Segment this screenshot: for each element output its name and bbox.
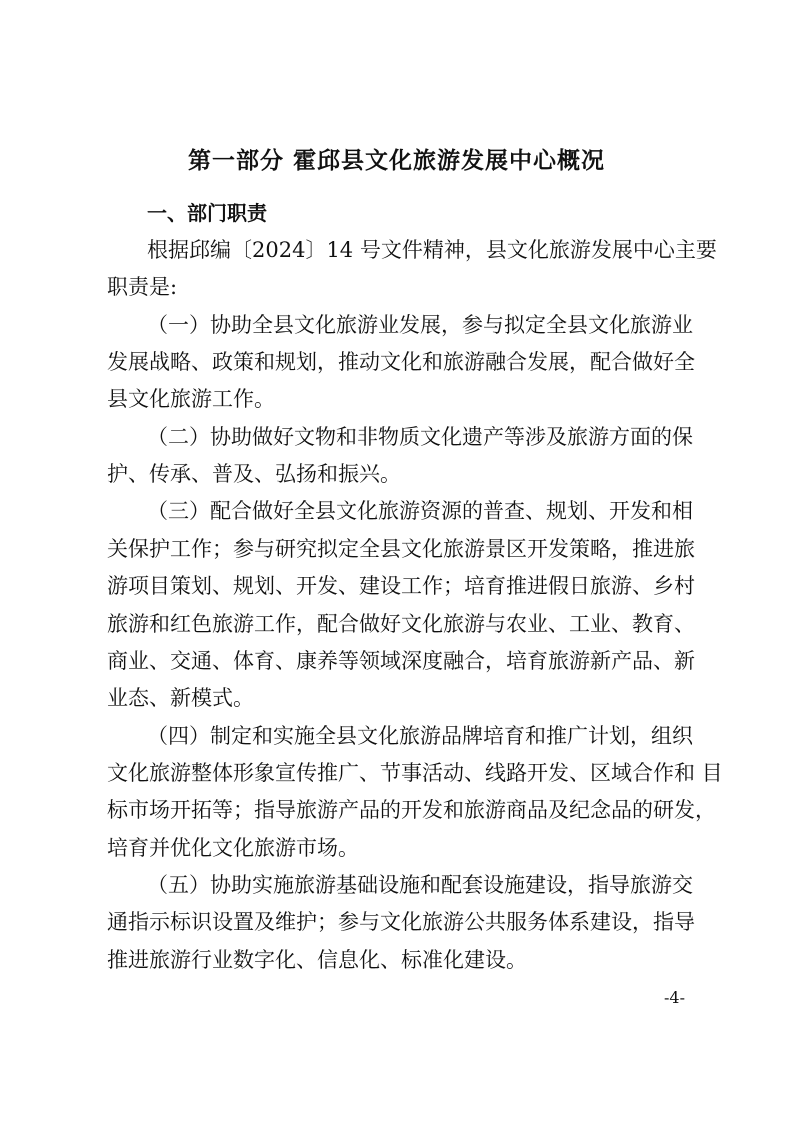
paragraph-line: 商业、交通、体育、康养等领域深度融合，培育旅游新产品、新: [107, 648, 695, 673]
paragraph-line: 业态、新模式。: [107, 686, 254, 711]
paragraph-line: （三）配合做好全县文化旅游资源的普查、规划、开发和相: [147, 499, 693, 524]
paragraph-line: 护、传承、普及、弘扬和振兴。: [107, 462, 401, 487]
paragraph-line: 培育并优化文化旅游市场。: [107, 835, 359, 860]
paragraph-line: 职责是:: [107, 275, 178, 300]
paragraph-line: 推进旅游行业数字化、信息化、标准化建设。: [107, 947, 527, 972]
paragraph-line: 标市场开拓等；指导旅游产品的开发和旅游商品及纪念品的研发，: [107, 798, 716, 823]
page-number: -4-: [664, 988, 685, 1007]
paragraph-line: 县文化旅游工作。: [107, 387, 275, 412]
paragraph-line: 旅游和红色旅游工作，配合做好文化旅游与农业、工业、教育、: [107, 611, 695, 636]
section-heading: 一、部门职责: [147, 201, 267, 225]
paragraph-line: （二）协助做好文物和非物质文化遗产等涉及旅游方面的保: [147, 424, 693, 449]
paragraph-line: 文化旅游整体形象宣传推广、节事活动、线路开发、区域合作和 目: [107, 760, 723, 785]
paragraph-line: （四）制定和实施全县文化旅游品牌培育和推广计划，组织: [147, 723, 693, 748]
paragraph-line: 游项目策划、规划、开发、建设工作；培育推进假日旅游、乡村: [107, 574, 695, 599]
paragraph-line: （五）协助实施旅游基础设施和配套设施建设，指导旅游交: [147, 872, 693, 897]
page-title: 第一部分 霍邱县文化旅游发展中心概况: [187, 148, 605, 174]
paragraph-line: 发展战略、政策和规划，推动文化和旅游融合发展，配合做好全: [107, 350, 695, 375]
paragraph-line: （一）协助全县文化旅游业发展，参与拟定全县文化旅游业: [147, 312, 693, 337]
paragraph-line: 根据邱编〔2024〕14 号文件精神，县文化旅游发展中心主要: [147, 238, 717, 262]
paragraph-line: 关保护工作；参与研究拟定全县文化旅游景区开发策略，推进旅: [107, 536, 695, 561]
paragraph-line: 通指示标识设置及维护；参与文化旅游公共服务体系建设，指导: [107, 910, 695, 935]
